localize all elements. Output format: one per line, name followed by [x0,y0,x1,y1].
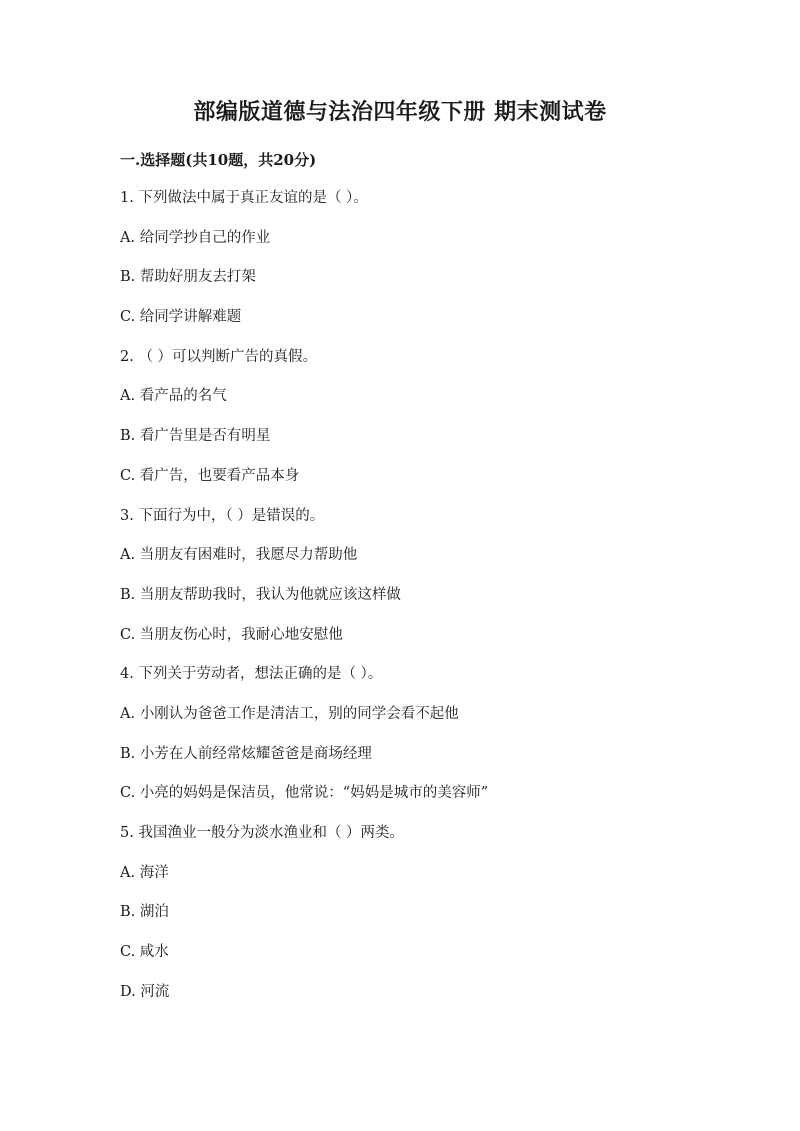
question-3-option-c: C. 当朋友伤心时，我耐心地安慰他 [120,626,343,643]
question-1-stem: 1. 下列做法中属于真正友谊的是（ ）。 [120,190,368,206]
question-1-option-a: A. 给同学抄自己的作业 [120,229,271,246]
question-5-option-c: C. 咸水 [120,944,169,961]
question-list [120,187,740,1020]
page-title: 部编版道德与法治四年级下册 期末测试卷 [193,99,607,125]
question-4-option-a: A. 小刚认为爸爸工作是清洁工，别的同学会看不起他 [120,705,459,722]
question-2-stem: 2. （ ）可以判断广告的真假。 [120,348,318,365]
question-1-option-c: C. 给同学讲解难题 [120,309,242,326]
question-3-stem: 3. 下面行为中，（ ）是错误的。 [120,507,325,524]
question-5-option-a: A. 海洋 [120,864,169,881]
question-3-option-a: A. 当朋友有困难时，我愿尽力帮助他 [120,547,358,564]
question-4-stem: 4. 下列关于劳动者，想法正确的是（ ）。 [120,666,383,683]
section-heading: 一.选择题(共10题，共20分) [120,151,317,169]
question-5-option-d: D. 河流 [120,983,170,1000]
question-2-option-a: A. 看产品的名气 [120,388,227,405]
question-2-option-c: C. 看广告，也要看产品本身 [120,467,300,484]
question-3-option-b: B. 当朋友帮助我时，我认为他就应该这样做 [120,586,401,603]
question-5-option-b: B. 湖泊 [120,904,169,921]
question-2-option-b: B. 看广告里是否有明星 [120,428,271,445]
question-4-option-b: B. 小芳在人前经常炫耀爸爸是商场经理 [120,745,372,762]
question-5-stem: 5. 我国渔业一般分为淡水渔业和（ ）两类。 [120,825,405,841]
question-1-option-b: B. 帮助好朋友去打架 [120,269,256,286]
question-4-option-c: C. 小亮的妈妈是保洁员，他常说：“妈妈是城市的美容师” [120,785,489,802]
